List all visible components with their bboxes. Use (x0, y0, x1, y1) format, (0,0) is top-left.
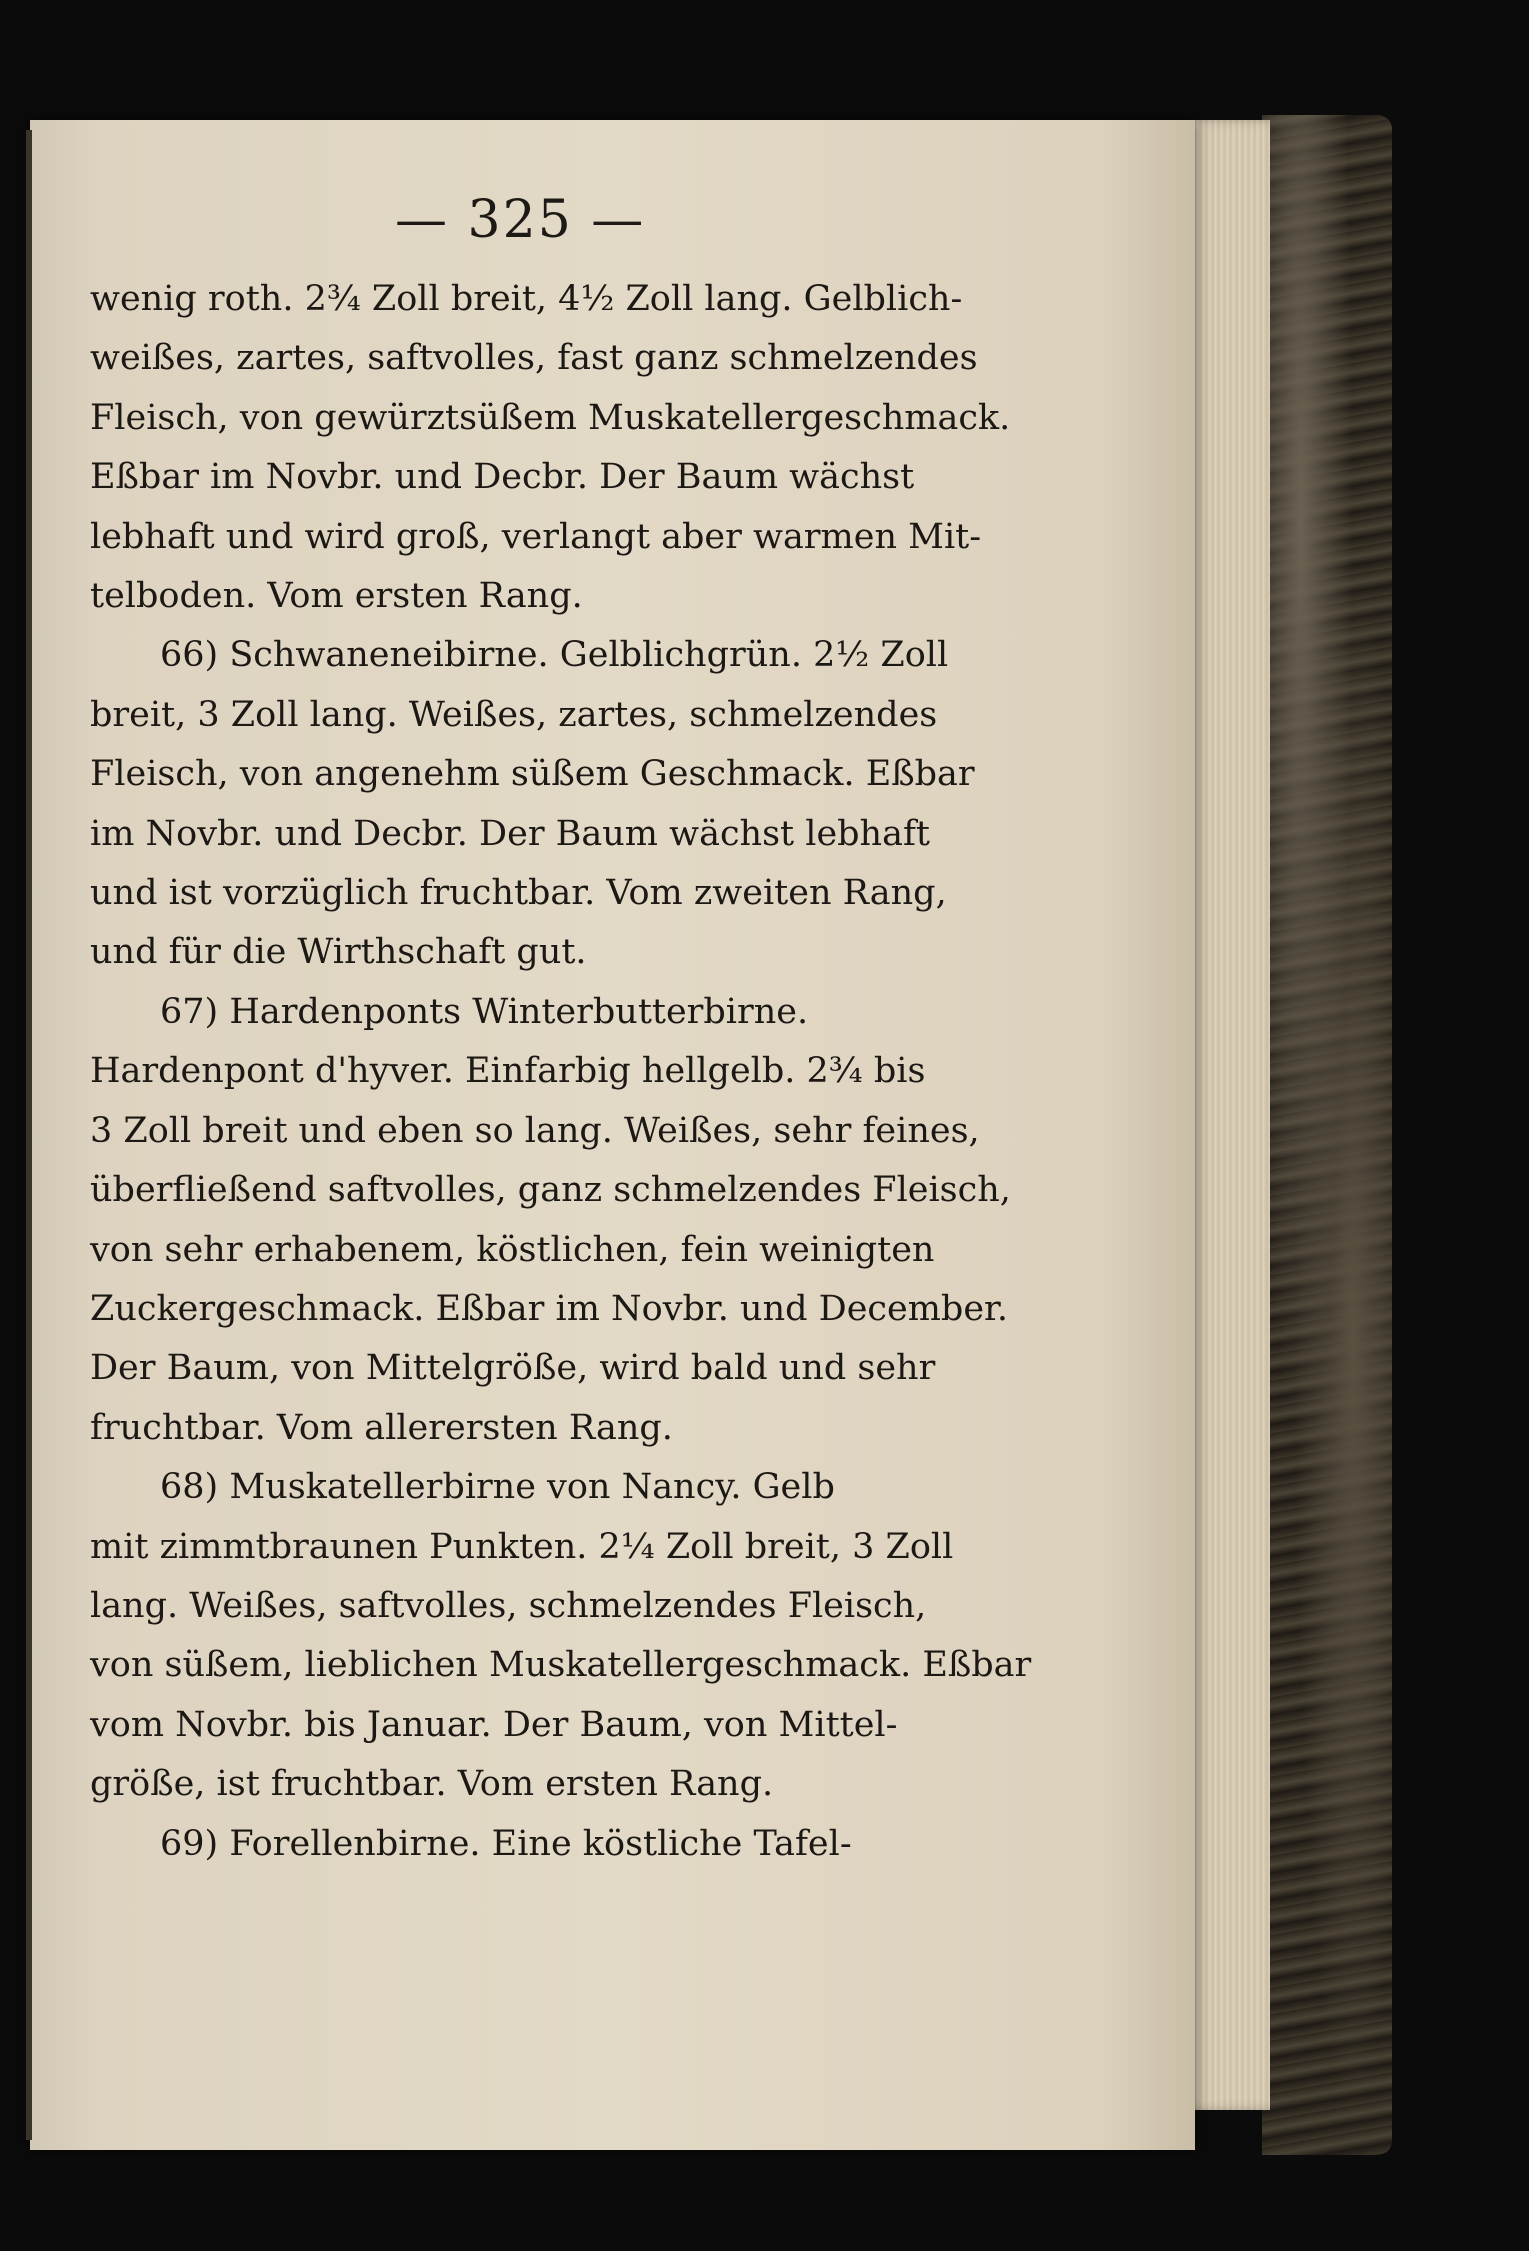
text-line: lang. Weißes, saftvolles, schmelzendes Fleisch, (90, 1585, 927, 1626)
text-line: wenig roth. 2¾ Zoll breit, 4½ Zoll lang. Gelblich- (90, 279, 963, 319)
entry-heading-68: 68) Muskatellerbirne von Nancy. Gelb (160, 1467, 835, 1508)
text-line: und für die Wirthschaft gut. (90, 932, 587, 973)
text-line: von sehr erhabenem, köstlichen, fein weinigten (90, 1229, 935, 1270)
page-number: — 325 — (395, 190, 646, 250)
text-line: Zuckergeschmack. Eßbar im Novbr. und December. (90, 1288, 1009, 1329)
text-line: Fleisch, von angenehm süßem Geschmack. Eßbar (90, 754, 975, 795)
text-line: weißes, zartes, saftvolles, fast ganz schmelzendes (90, 338, 978, 379)
text-line: Eßbar im Novbr. und Decbr. Der Baum wächst (90, 457, 915, 498)
text-line: Fleisch, von gewürztsüßem Muskatellergeschmack. (90, 397, 1011, 438)
text-line: vom Novbr. bis Januar. Der Baum, von Mittel- (90, 1704, 898, 1745)
book-cover-edge (1262, 115, 1392, 2155)
entry-heading-66: 66) Schwaneneibirne. Gelblichgrün. 2½ Zoll (160, 635, 949, 676)
page-gutter (26, 130, 32, 2140)
text-line: fruchtbar. Vom allerersten Rang. (90, 1407, 673, 1448)
text-line: telboden. Vom ersten Rang. (90, 576, 583, 617)
entry-heading-69: 69) Forellenbirne. Eine köstliche Tafel- (160, 1823, 852, 1864)
text-line: 3 Zoll breit und eben so lang. Weißes, sehr feines, (90, 1110, 980, 1151)
text-line: Der Baum, von Mittelgröße, wird bald und sehr (90, 1348, 936, 1389)
text-line: im Novbr. und Decbr. Der Baum wächst lebhaft (90, 813, 930, 854)
entry-heading-67: 67) Hardenponts Winterbutterbirne. (160, 991, 809, 1032)
page-body (90, 270, 1032, 1874)
text-line: größe, ist fruchtbar. Vom ersten Rang. (90, 1764, 774, 1805)
text-line: von süßem, lieblichen Muskatellergeschmack. Eßbar (90, 1645, 1032, 1686)
text-line: und ist vorzüglich fruchtbar. Vom zweiten Rang, (90, 873, 947, 914)
text-line: breit, 3 Zoll lang. Weißes, zartes, schmelzendes (90, 694, 938, 735)
text-line: überfließend saftvolles, ganz schmelzendes Fleisch, (90, 1170, 1011, 1211)
text-line: mit zimmtbraunen Punkten. 2¼ Zoll breit, 3 Zoll (90, 1526, 954, 1567)
text-line: Hardenpont d'hyver. Einfarbig hellgelb. 2¾ bis (90, 1051, 926, 1092)
text-line: lebhaft und wird groß, verlangt aber warmen Mit- (90, 516, 982, 557)
